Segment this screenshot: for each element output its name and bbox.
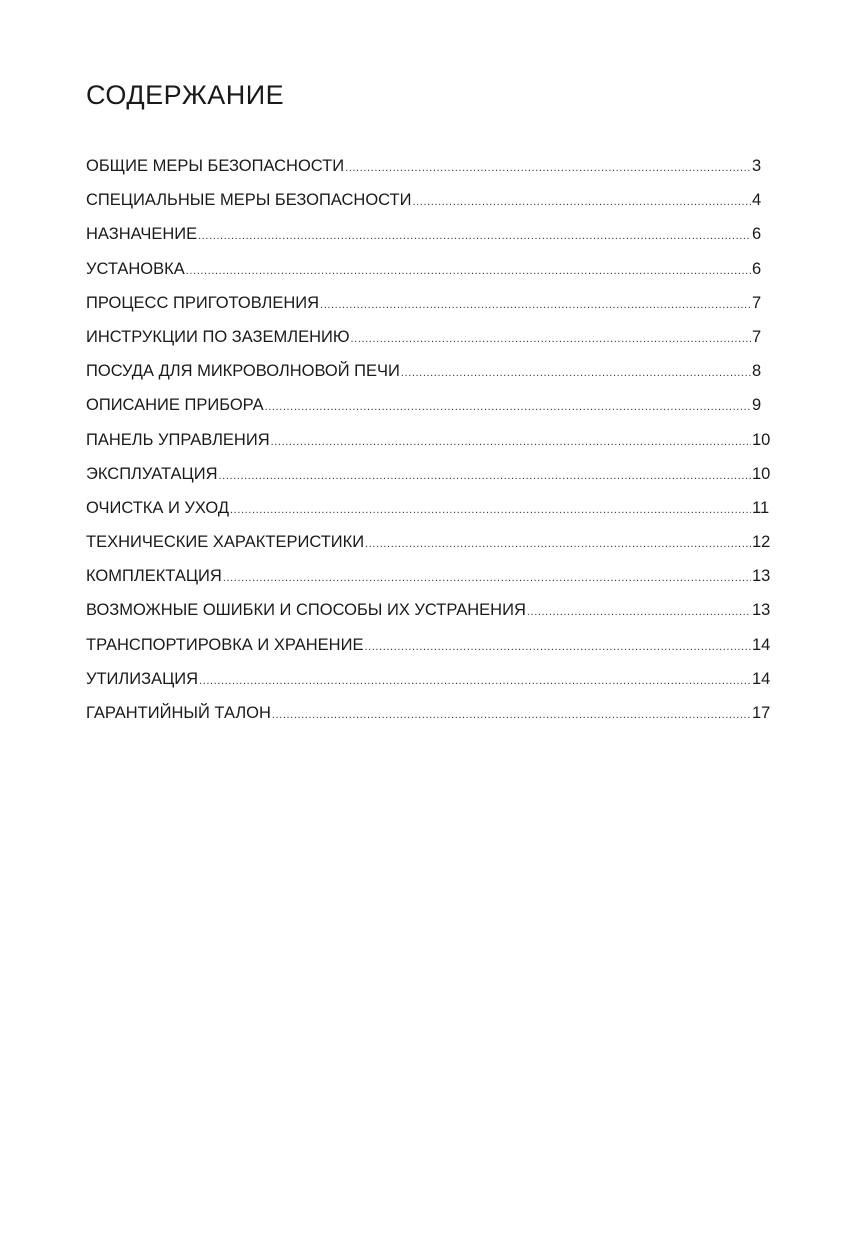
toc-entry[interactable] xyxy=(86,462,774,496)
toc-entry-label: ПОСУДА ДЛЯ МИКРОВОЛНОВОЙ ПЕЧИ xyxy=(86,362,400,381)
toc-entry[interactable] xyxy=(86,291,774,325)
toc-dot-leader xyxy=(272,703,751,727)
toc-dot-leader xyxy=(527,600,751,624)
toc-entry-label: ОПИСАНИЕ ПРИБОРА xyxy=(86,396,264,415)
toc-entry[interactable] xyxy=(86,188,774,222)
toc-entry-page-number: 17 xyxy=(752,704,771,722)
toc-entry-page-number: 13 xyxy=(752,601,771,620)
toc-entry-page-number: 3 xyxy=(752,157,762,175)
toc-dot-leader xyxy=(223,566,751,590)
toc-entry[interactable] xyxy=(86,667,774,701)
toc-entry-page-number: 12 xyxy=(752,533,771,552)
toc-entry[interactable] xyxy=(86,325,774,359)
toc-entry-page-number: 13 xyxy=(752,567,771,586)
toc-dot-leader xyxy=(413,190,752,214)
toc-dot-leader xyxy=(265,395,751,419)
toc-entry-label: ВОЗМОЖНЫЕ ОШИБКИ И СПОСОБЫ ИХ УСТРАНЕНИЯ xyxy=(86,601,526,620)
toc-dot-leader xyxy=(186,259,751,283)
toc-entry-label: НАЗНАЧЕНИЕ xyxy=(86,225,198,244)
toc-dot-leader xyxy=(351,327,751,351)
toc-entry-label: ТЕХНИЧЕСКИЕ ХАРАКТЕРИСТИКИ xyxy=(86,533,365,552)
toc-entry-page-number: 11 xyxy=(752,498,770,517)
toc-entry-label: СПЕЦИАЛЬНЫЕ МЕРЫ БЕЗОПАСНОСТИ xyxy=(86,191,412,210)
toc-entry-label: УСТАНОВКА xyxy=(86,259,185,278)
toc-entry[interactable] xyxy=(86,393,774,427)
toc-dot-leader xyxy=(219,464,751,488)
toc-entry-page-number: 9 xyxy=(752,396,762,415)
toc-entry[interactable] xyxy=(86,257,774,291)
toc-entry[interactable] xyxy=(86,154,774,188)
toc-entry-page-number: 10 xyxy=(752,464,771,483)
toc-entry[interactable] xyxy=(86,428,774,462)
toc-dot-leader xyxy=(271,430,751,454)
toc-entry[interactable] xyxy=(86,633,774,667)
toc-dot-leader xyxy=(364,635,751,659)
toc-dot-leader xyxy=(345,156,751,180)
toc-dot-leader xyxy=(199,669,751,693)
toc-entry-label: ГАРАНТИЙНЫЙ ТАЛОН xyxy=(86,704,271,722)
toc-entry-label: КОМПЛЕКТАЦИЯ xyxy=(86,567,222,586)
toc-entry-label: ЭКСПЛУАТАЦИЯ xyxy=(86,464,218,483)
toc-entry[interactable] xyxy=(86,564,774,598)
toc-entry-label: ОЧИСТКА И УХОД xyxy=(86,498,230,517)
toc-entry[interactable] xyxy=(86,701,774,735)
toc-entry[interactable] xyxy=(86,598,774,632)
toc-entry-page-number: 6 xyxy=(752,225,762,244)
toc-dot-leader xyxy=(365,532,751,556)
toc-entry-page-number: 6 xyxy=(752,259,762,278)
toc-dot-leader xyxy=(401,361,751,385)
toc-entry-label: ОБЩИЕ МЕРЫ БЕЗОПАСНОСТИ xyxy=(86,157,345,175)
toc-entry-page-number: 10 xyxy=(752,430,771,449)
toc-entry-page-number: 14 xyxy=(752,635,771,654)
toc-entry-page-number: 7 xyxy=(752,293,762,312)
toc-entry-page-number: 8 xyxy=(752,362,762,381)
toc-entry-label: ПАНЕЛЬ УПРАВЛЕНИЯ xyxy=(86,430,270,449)
toc-entry-page-number: 4 xyxy=(752,191,762,210)
table-of-contents xyxy=(86,154,774,735)
toc-entry-page-number: 7 xyxy=(752,327,762,346)
toc-entry-label: ТРАНСПОРТИРОВКА И ХРАНЕНИЕ xyxy=(86,635,364,654)
toc-entry-label: УТИЛИЗАЦИЯ xyxy=(86,669,199,688)
page-title: СОДЕРЖАНИЕ xyxy=(86,80,285,110)
toc-entry-label: ПРОЦЕСС ПРИГОТОВЛЕНИЯ xyxy=(86,293,320,312)
toc-dot-leader xyxy=(320,293,751,317)
toc-entry[interactable] xyxy=(86,496,774,530)
toc-entry[interactable] xyxy=(86,222,774,256)
toc-entry[interactable] xyxy=(86,530,774,564)
toc-dot-leader xyxy=(230,498,751,522)
toc-dot-leader xyxy=(198,224,751,248)
toc-entry-page-number: 14 xyxy=(752,669,771,688)
toc-entry[interactable] xyxy=(86,359,774,393)
toc-entry-label: ИНСТРУКЦИИ ПО ЗАЗЕМЛЕНИЮ xyxy=(86,327,350,346)
